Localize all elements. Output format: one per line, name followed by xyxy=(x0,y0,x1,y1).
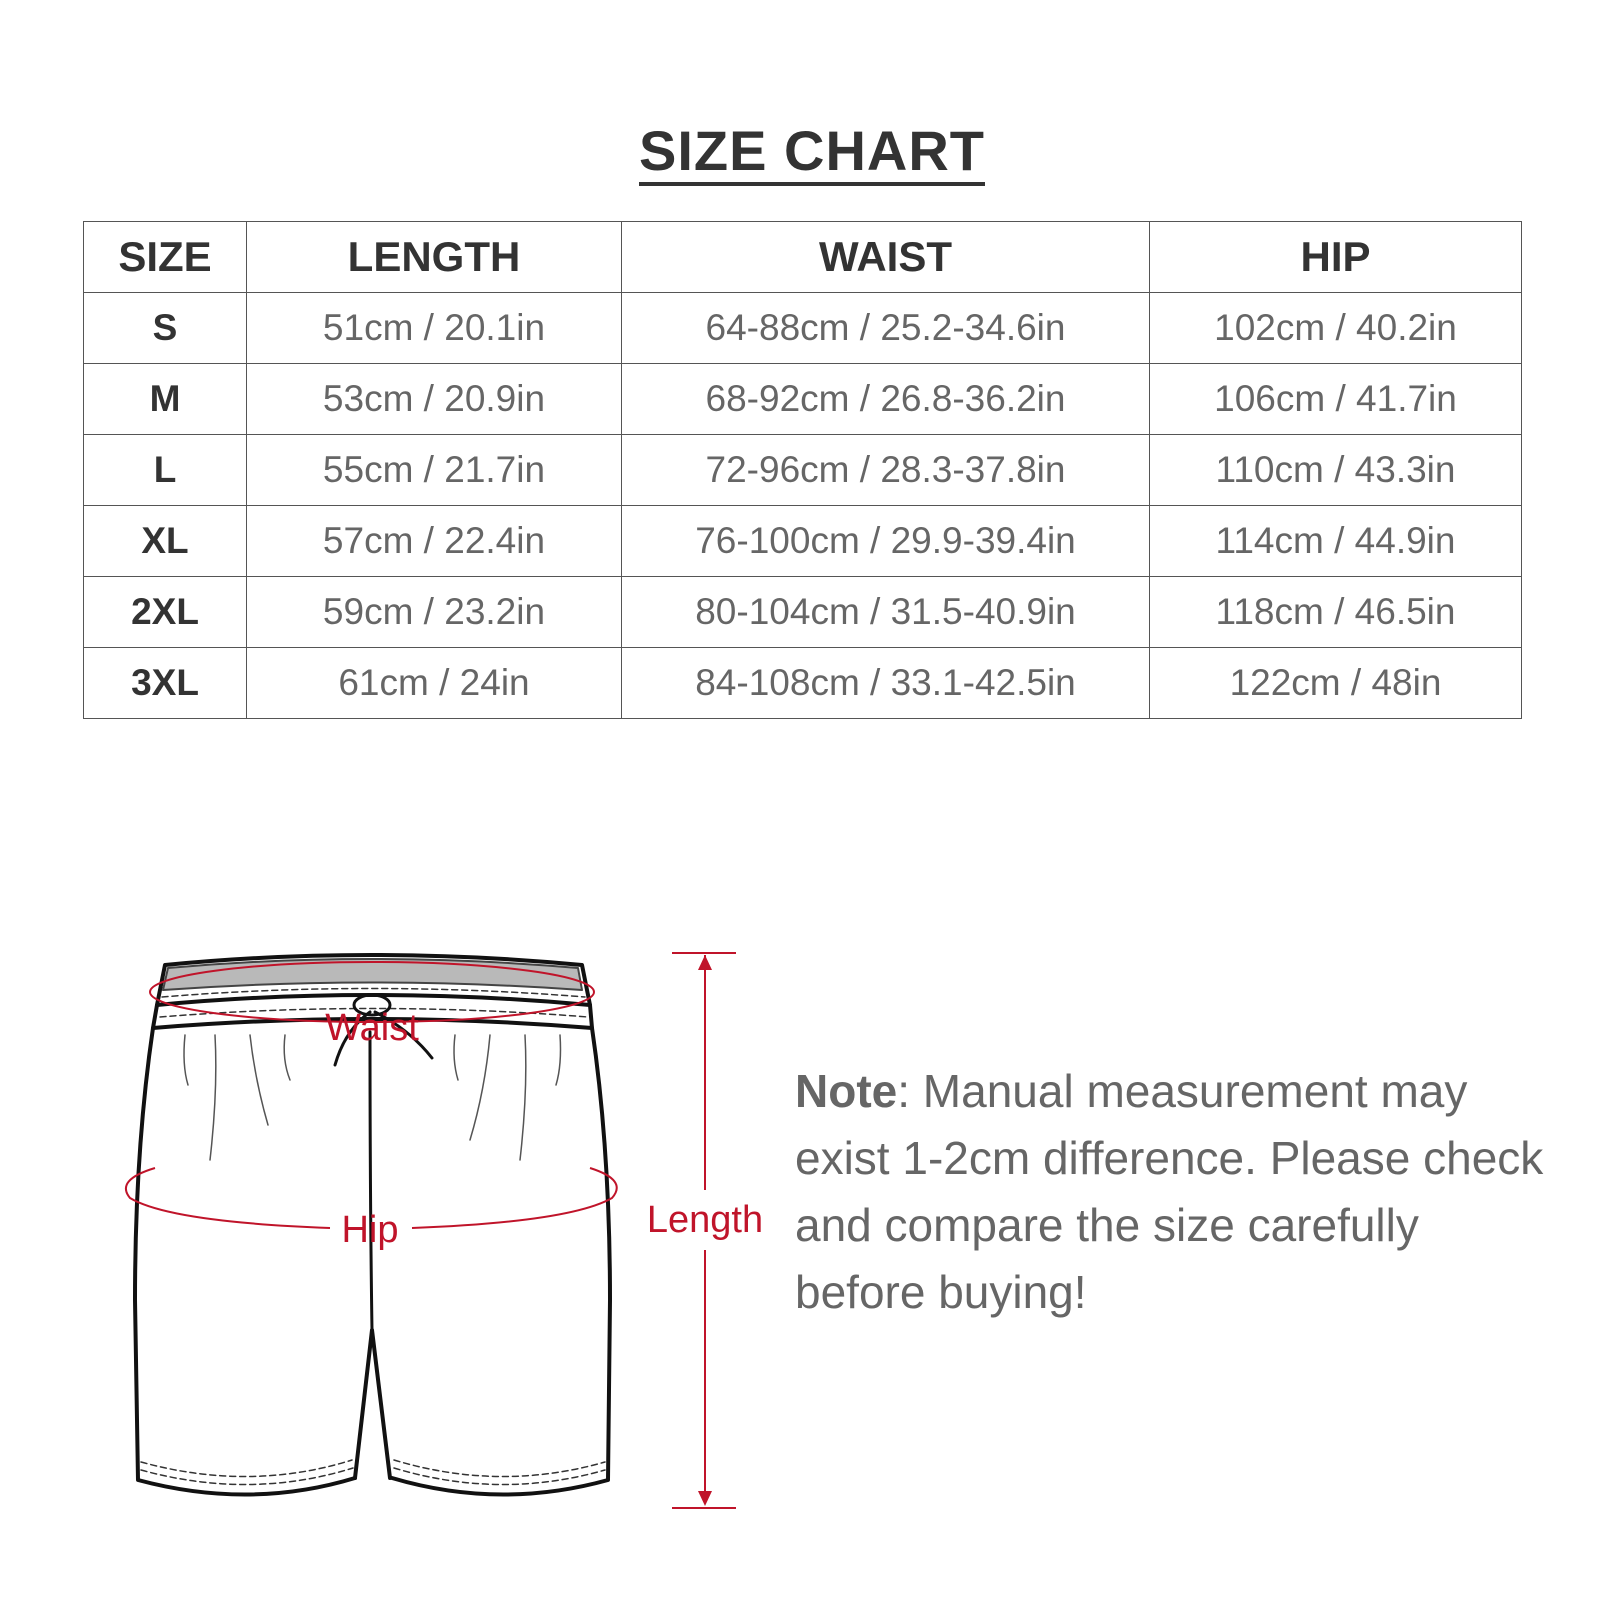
hip-cell: 102cm / 40.2in xyxy=(1150,293,1522,364)
note-label: Note xyxy=(795,1065,898,1117)
length-cell: 61cm / 24in xyxy=(247,648,622,719)
hip-label: Hip xyxy=(341,1209,399,1251)
waist-cell: 76-100cm / 29.9-39.4in xyxy=(622,506,1150,577)
waist-cell: 72-96cm / 28.3-37.8in xyxy=(622,435,1150,506)
size-cell: XL xyxy=(84,506,247,577)
size-chart-title-text: SIZE CHART xyxy=(639,122,985,186)
length-cell: 57cm / 22.4in xyxy=(247,506,622,577)
length-cell: 53cm / 20.9in xyxy=(247,364,622,435)
size-table xyxy=(83,221,1522,719)
waist-cell: 68-92cm / 26.8-36.2in xyxy=(622,364,1150,435)
arrow-down-icon xyxy=(698,1491,712,1506)
table-header-row xyxy=(84,222,1522,293)
hip-cell: 106cm / 41.7in xyxy=(1150,364,1522,435)
size-cell: S xyxy=(84,293,247,364)
size-cell: M xyxy=(84,364,247,435)
table-row xyxy=(84,648,1522,719)
hip-cell: 118cm / 46.5in xyxy=(1150,577,1522,648)
arrow-up-icon xyxy=(698,955,712,970)
table-row xyxy=(84,293,1522,364)
size-cell: L xyxy=(84,435,247,506)
waist-cell: 84-108cm / 33.1-42.5in xyxy=(622,648,1150,719)
size-cell: 3XL xyxy=(84,648,247,719)
size-chart-title xyxy=(0,118,1600,186)
waist-label: Waist xyxy=(325,1007,419,1049)
measurement-note xyxy=(795,1058,1555,1326)
column-header-size: SIZE xyxy=(84,222,247,293)
table-row xyxy=(84,364,1522,435)
size-cell: 2XL xyxy=(84,577,247,648)
table-row xyxy=(84,577,1522,648)
hip-cell: 114cm / 44.9in xyxy=(1150,506,1522,577)
table-row xyxy=(84,506,1522,577)
column-header-hip: HIP xyxy=(1150,222,1522,293)
waist-cell: 64-88cm / 25.2-34.6in xyxy=(622,293,1150,364)
note-text: : Manual measurement may exist 1-2cm difference. Please check and compare the size carefully before buying! xyxy=(795,1065,1544,1318)
shorts-measurement-diagram xyxy=(0,900,780,1540)
length-cell: 59cm / 23.2in xyxy=(247,577,622,648)
table-row xyxy=(84,435,1522,506)
hip-cell: 122cm / 48in xyxy=(1150,648,1522,719)
column-header-waist: WAIST xyxy=(622,222,1150,293)
waist-cell: 80-104cm / 31.5-40.9in xyxy=(622,577,1150,648)
length-cell: 55cm / 21.7in xyxy=(247,435,622,506)
hip-cell: 110cm / 43.3in xyxy=(1150,435,1522,506)
length-label: Length xyxy=(646,1199,764,1241)
column-header-length: LENGTH xyxy=(247,222,622,293)
length-cell: 51cm / 20.1in xyxy=(247,293,622,364)
